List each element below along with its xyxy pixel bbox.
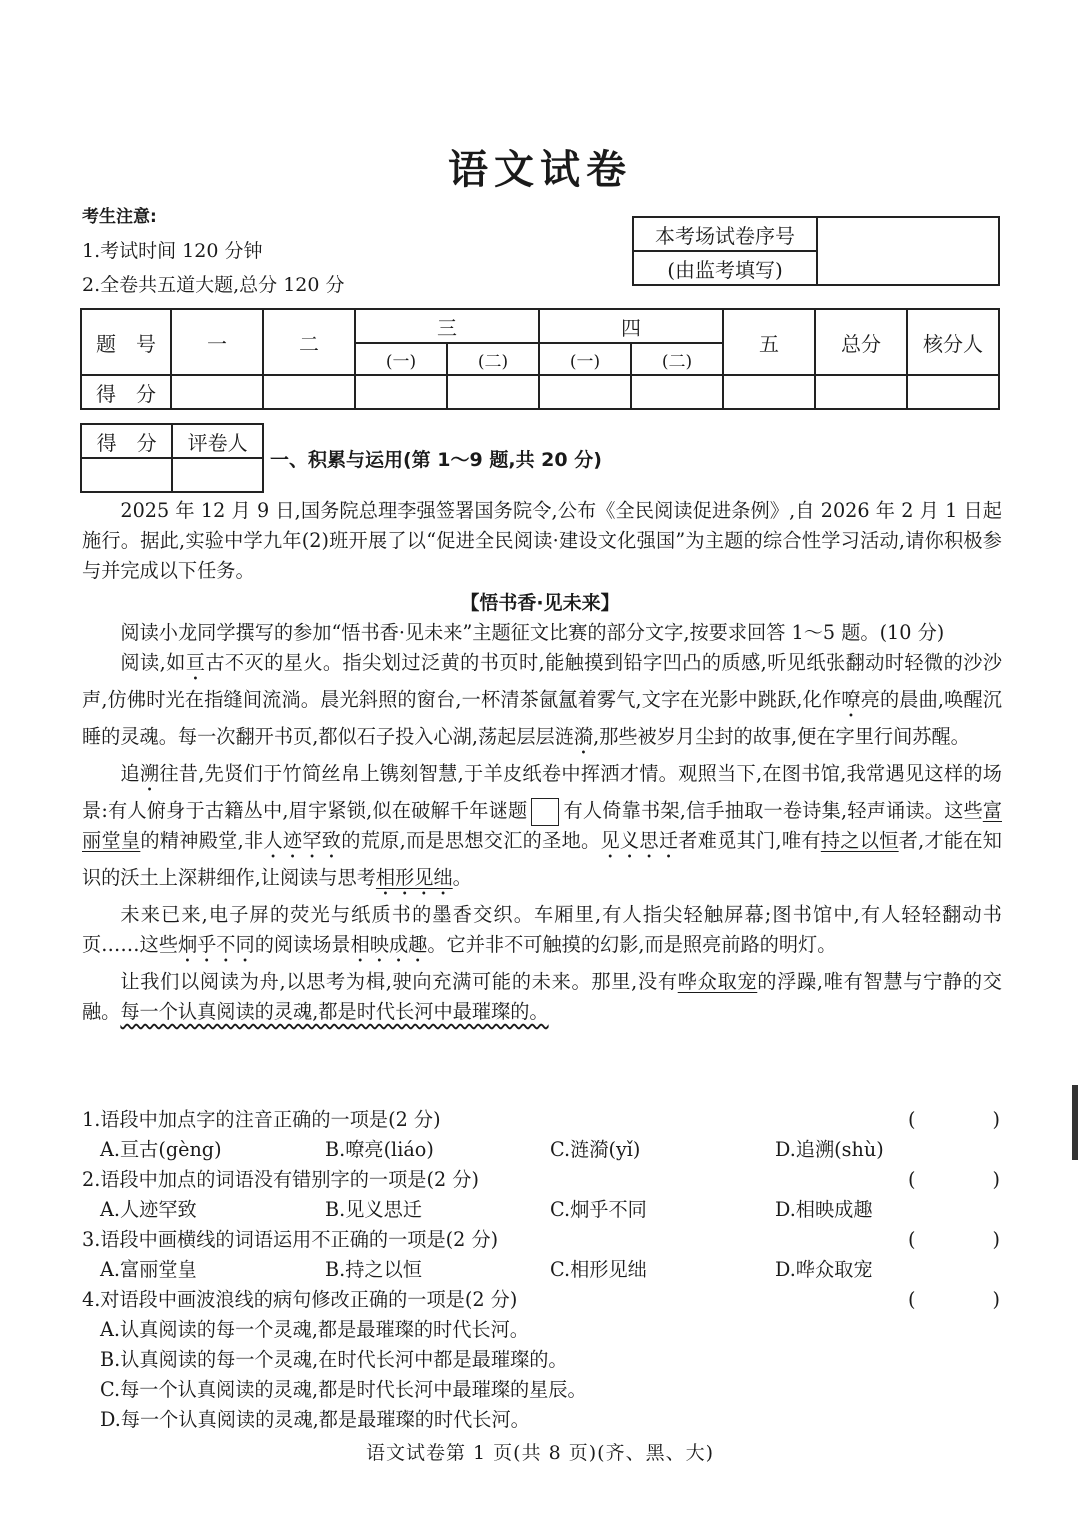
question-4-option: C.每一个认真阅读的灵魂,都是时代长河中最璀璨的星辰。 — [100, 1378, 587, 1401]
score-cell[interactable] — [447, 375, 539, 409]
grader-score-label: 得 分 — [81, 424, 172, 458]
seat-label-2: (由监考填写) — [633, 251, 817, 285]
question-1-options: A.亘古(gèng) B.嘹亮(liáo) C.涟漪(yǐ) D.追溯(shù) — [100, 1138, 884, 1161]
score-header-total: 总分 — [815, 309, 907, 375]
question-4: 4.对语段中画波浪线的病句修改正确的一项是(2 分) ( ) — [82, 1285, 1000, 1315]
section-title: 一、积累与运用(第 1～9 题,共 20 分) — [270, 449, 602, 471]
score-cell[interactable] — [723, 375, 815, 409]
page-footer: 语文试卷第 1 页(共 8 页)(齐、黑、大) — [366, 1442, 714, 1464]
passage-p4: 让我们以阅读为舟,以思考为楫,驶向充满可能的未来。那里,没有哗众取宠的浮躁,唯有智慧与宁静的交融。每一个认真阅读的灵魂,都是时代长河中最璀璨的。 — [82, 970, 1002, 1023]
page-title: 语文试卷 — [448, 147, 632, 193]
score-header-2: 二 — [263, 309, 355, 375]
question-4-option: D.每一个认真阅读的灵魂,都是最璀璨的时代长河。 — [100, 1408, 530, 1431]
notice-heading: 考生注意: — [82, 207, 157, 227]
passage-p3: 未来已来,电子屏的荧光与纸质书的墨香交织。车厢里,有人指尖轻触屏幕;图书馆中,有人轻轻翻动书页……这些炯乎不同的阅读场景相映成趣。它并非不可触摸的幻影,而是照亮前路的明灯。 — [82, 903, 1002, 956]
question-3-options: A.富丽堂皇 B.持之以恒 C.相形见绌 D.哗众取宠 — [100, 1258, 873, 1281]
intro-paragraph: 2025 年 12 月 9 日,国务院总理李强签署国务院令,公布《全民阅读促进条例》,自 2026 年 2 月 1 日起施行。据此,实验中学九年(2)班开展了以“促进全民阅读·建设文化强国”为主题的综合性学习活动,请你积极参与并完成以下任务。 — [82, 499, 1002, 582]
score-header-num: 题 号 — [81, 309, 171, 375]
question-3: 3.语段中画横线的词语运用不正确的一项是(2 分) ( ) — [82, 1225, 1000, 1255]
score-cell[interactable] — [907, 375, 999, 409]
score-header-1: 一 — [171, 309, 263, 375]
score-header-3: 三 — [355, 309, 539, 343]
question-1: 1.语段中加点字的注音正确的一项是(2 分) ( ) — [82, 1105, 1000, 1135]
question-2-options: A.人迹罕致 B.见义思迁 C.炯乎不同 D.相映成趣 — [100, 1198, 873, 1221]
score-row-label: 得 分 — [81, 375, 171, 409]
grader-name-cell[interactable] — [172, 458, 263, 492]
subsection-title: 【悟书香·见未来】 — [460, 592, 620, 614]
notice-item: 1.考试时间 120 分钟 — [82, 240, 263, 262]
score-cell[interactable] — [539, 375, 631, 409]
task-line: 阅读小龙同学撰写的参加“悟书香·见未来”主题征文比赛的部分文字,按要求回答 1～5 题。(10 分) — [120, 621, 945, 644]
blank-box[interactable] — [531, 798, 559, 826]
question-4-option: B.认真阅读的每一个灵魂,在时代长河中都是最璀璨的。 — [100, 1348, 568, 1371]
seat-label-1: 本考场试卷序号 — [633, 217, 817, 251]
score-sub-3-2: (二) — [447, 343, 539, 375]
passage-p2: 追溯往昔,先贤们于竹简丝帛上镌刻智慧,于羊皮纸卷中挥洒才情。观照当下,在图书馆,我常遇见这样的场景:有人俯身于古籍丛中,眉宇紧锁,似在破解千年谜题 有人倚靠书架,信手抽取一卷诗集,轻声诵读。这些富丽堂皇的精神殿堂,非人迹罕致的荒原,而是思想交汇的圣地。见义思迁者难觅其门,唯有持之以恒者,才能在知识的沃土上深耕细作,让阅读与思考相形见绌。 — [82, 762, 1002, 889]
score-sub-4-2: (二) — [631, 343, 723, 375]
passage — [82, 618, 1002, 1027]
score-cell[interactable] — [815, 375, 907, 409]
score-sub-4-1: (一) — [539, 343, 631, 375]
notice-item: 2.全卷共五道大题,总分 120 分 — [82, 274, 345, 296]
score-header-4: 四 — [539, 309, 723, 343]
score-cell[interactable] — [171, 375, 263, 409]
grader-box — [80, 423, 264, 493]
score-header-5: 五 — [723, 309, 815, 375]
scan-edge-mark — [1072, 1085, 1078, 1160]
question-2: 2.语段中加点的词语没有错别字的一项是(2 分) ( ) — [82, 1165, 1000, 1195]
passage-p1: 阅读,如亘古不灭的星火。指尖划过泛黄的书页时,能触摸到铅字凹凸的质感,听见纸张翻动时轻微的沙沙声,仿佛时光在指缝间流淌。晨光斜照的窗台,一杯清茶氤氲着雾气,文字在光影中跳跃,化作嘹亮的晨曲,唤醒沉睡的灵魂。每一次翻开书页,都似石子投入心湖,荡起层层涟漪,那些被岁月尘封的故事,便在字里行间苏醒。 — [82, 651, 1003, 748]
answer-bracket[interactable]: ( ) — [908, 1168, 1000, 1191]
seat-number-field[interactable] — [817, 217, 999, 285]
grader-label: 评卷人 — [172, 424, 263, 458]
grader-score-cell[interactable] — [81, 458, 172, 492]
notice — [82, 200, 345, 302]
questions — [82, 1105, 1000, 1435]
answer-bracket[interactable]: ( ) — [908, 1288, 1000, 1311]
score-cell[interactable] — [631, 375, 723, 409]
score-cell[interactable] — [263, 375, 355, 409]
score-header-checker: 核分人 — [907, 309, 999, 375]
score-sub-3-1: (一) — [355, 343, 447, 375]
seat-number-box — [632, 216, 1000, 286]
answer-bracket[interactable]: ( ) — [908, 1228, 1000, 1251]
score-table — [80, 308, 1000, 410]
score-cell[interactable] — [355, 375, 447, 409]
question-4-option: A.认真阅读的每一个灵魂,都是最璀璨的时代长河。 — [100, 1318, 529, 1341]
answer-bracket[interactable]: ( ) — [908, 1108, 1000, 1131]
